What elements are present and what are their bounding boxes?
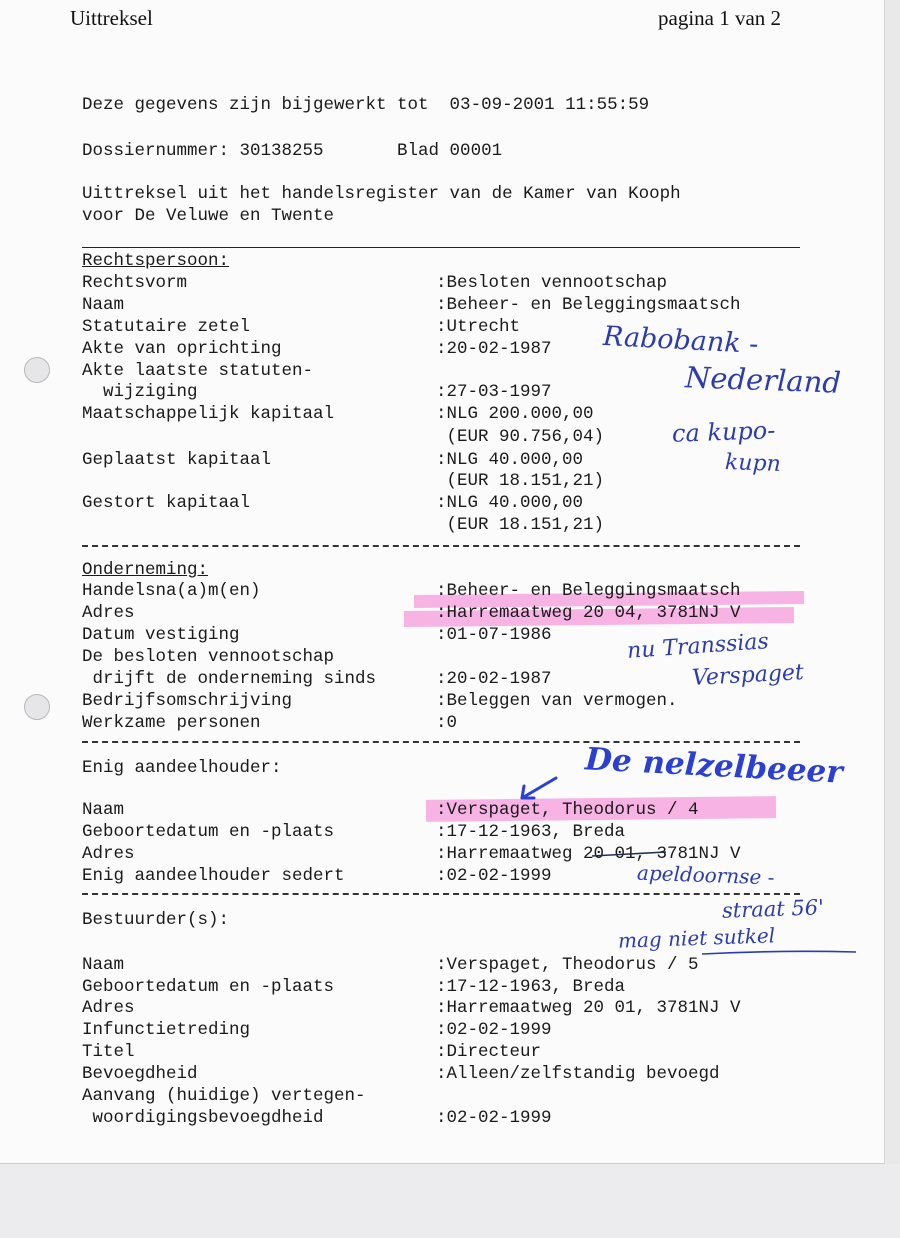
punch-hole [24, 694, 50, 720]
field-value: :Verspaget, Theodorus / 5 [436, 955, 699, 975]
field-label: Naam [82, 295, 125, 315]
handwritten-note: Rabobank - [602, 320, 760, 361]
field-label: Geplaatst kapitaal [82, 450, 272, 470]
field-value: :NLG 40.000,00 [436, 450, 584, 470]
handwritten-note: Nederland [684, 360, 842, 400]
field-value: :Harremaatweg 20 04, 3781NJ V [436, 603, 741, 623]
field-value: :20-02-1987 [436, 669, 552, 689]
field-label: Geboortedatum en -plaats [82, 977, 335, 997]
field-label: Maatschappelijk kapitaal [82, 404, 335, 424]
field-label: Bedrijfsomschrijving [82, 691, 293, 711]
handwritten-note: De nelzelbeeer [584, 741, 844, 791]
handwritten-underline [700, 946, 860, 962]
field-label: Titel [82, 1042, 135, 1062]
field-label: Enig aandeelhouder sedert [82, 866, 345, 886]
field-value: :20-02-1987 [436, 339, 552, 359]
field-value: :02-02-1999 [436, 1108, 552, 1128]
field-value: :Harremaatweg 20 01, 3781NJ V [436, 844, 741, 864]
update-timestamp-line: Deze gegevens zijn bijgewerkt tot 03-09-2001 11:55:59 [82, 95, 650, 115]
field-value: :17-12-1963, Breda [436, 822, 626, 842]
field-value: (EUR 18.151,21) [436, 515, 605, 535]
document-header-title: Uittreksel [70, 6, 153, 30]
field-label: wijziging [82, 382, 198, 402]
field-label: Infunctietreding [82, 1020, 251, 1040]
dossier-number-line: Dossiernummer: 30138255 Blad 00001 [82, 141, 503, 161]
field-value: :NLG 200.000,00 [436, 404, 594, 424]
field-value: :27-03-1997 [436, 382, 552, 402]
field-value: :02-02-1999 [436, 866, 552, 886]
field-label: Bevoegdheid [82, 1064, 198, 1084]
handwritten-note: kupn [724, 450, 782, 477]
handwritten-note: nu Transsias [626, 629, 770, 664]
field-label: Akte laatste statuten- [82, 361, 314, 381]
background-surface [0, 1164, 900, 1238]
field-value: :Harremaatweg 20 01, 3781NJ V [436, 998, 741, 1018]
handwritten-note: Verspaget [691, 660, 805, 691]
field-label: Statutaire zetel [82, 317, 251, 337]
field-label: Werkzame personen [82, 713, 261, 733]
field-label: woordigingsbevoegdheid [82, 1108, 324, 1128]
handwritten-arrow-icon [512, 774, 562, 804]
handwritten-note: ca kupo- [671, 416, 776, 448]
field-value: :Directeur [436, 1042, 542, 1062]
handwritten-note: mag niet sutkel [617, 923, 776, 953]
field-label: Adres [82, 998, 135, 1018]
field-label: Aanvang (huidige) vertegen- [82, 1086, 366, 1106]
section-heading-bestuurder: Bestuurder(s): [82, 910, 230, 930]
field-value: :NLG 40.000,00 [436, 493, 584, 513]
field-value: :01-07-1986 [436, 625, 552, 645]
field-label: Gestort kapitaal [82, 493, 251, 513]
field-value: :Beleggen van vermogen. [436, 691, 678, 711]
field-value: :Alleen/zelfstandig bevoegd [436, 1064, 720, 1084]
section-divider [82, 741, 800, 743]
field-value: (EUR 90.756,04) [436, 427, 605, 447]
field-label: drijft de onderneming sinds [82, 669, 377, 689]
section-heading-onderneming: Onderneming: [82, 560, 209, 580]
field-label: Handelsna(a)m(en) [82, 581, 261, 601]
field-label: Datum vestiging [82, 625, 240, 645]
field-label: Akte van oprichting [82, 339, 282, 359]
field-value: :17-12-1963, Breda [436, 977, 626, 997]
field-label: Geboortedatum en -plaats [82, 822, 335, 842]
field-value: :Beheer- en Beleggingsmaatsch [436, 581, 741, 601]
field-value: :Beheer- en Beleggingsmaatsch [436, 295, 741, 315]
field-label: De besloten vennootschap [82, 647, 335, 667]
handwritten-note: apeldoornse - [636, 860, 775, 890]
extract-title-line: voor De Veluwe en Twente [82, 206, 335, 226]
field-value: :02-02-1999 [436, 1020, 552, 1040]
field-value: :0 [436, 713, 458, 733]
page-indicator: pagina 1 van 2 [658, 6, 782, 30]
extract-title-line: Uittreksel uit het handelsregister van de Kamer van Kooph [82, 184, 681, 204]
field-value: :Utrecht [436, 317, 521, 337]
field-label: Naam [82, 955, 125, 975]
field-label: Adres [82, 844, 135, 864]
punch-hole [24, 357, 50, 383]
field-label: Rechtsvorm [82, 273, 188, 293]
section-divider [82, 545, 800, 547]
field-value: :Verspaget, Theodorus / 4 [436, 800, 699, 820]
section-heading-rechtspersoon: Rechtspersoon: [82, 251, 230, 271]
section-divider [82, 893, 800, 895]
field-value: (EUR 18.151,21) [436, 471, 605, 491]
section-heading-aandeelhouder: Enig aandeelhouder: [82, 758, 282, 778]
field-value: :Besloten vennootschap [436, 273, 668, 293]
handwritten-note: straat 56' [721, 895, 825, 923]
field-label: Adres [82, 603, 135, 623]
field-label: Naam [82, 800, 125, 820]
section-divider [82, 247, 800, 248]
